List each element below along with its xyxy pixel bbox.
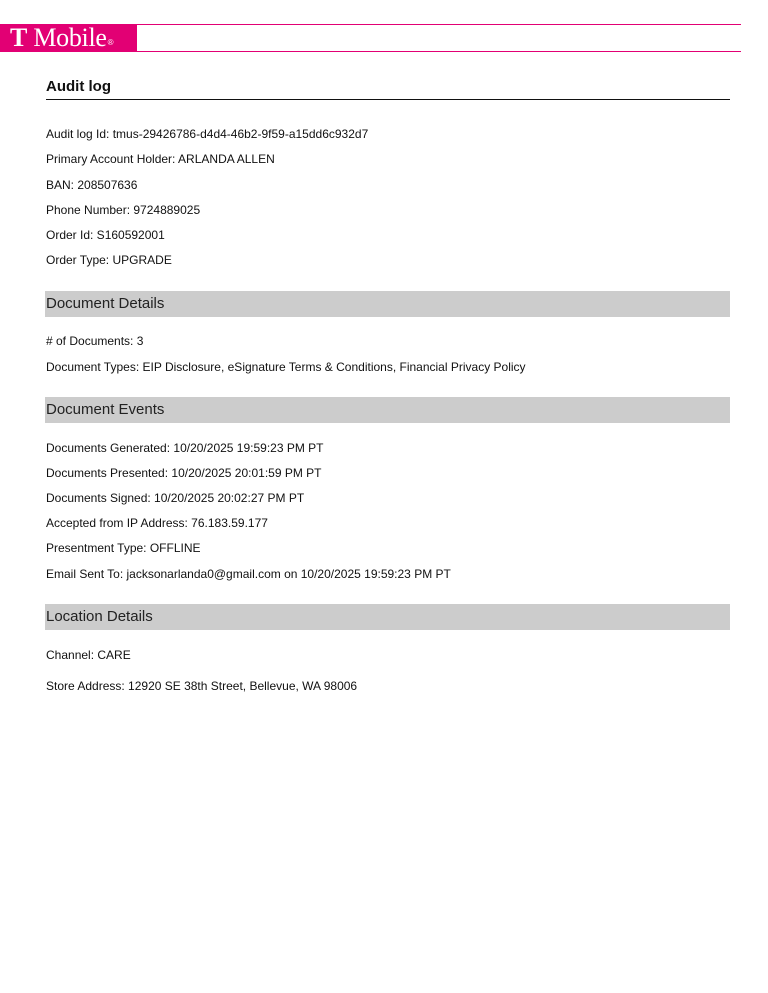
t-mobile-logo [0, 24, 137, 52]
ban: BAN: 208507636 [46, 178, 138, 192]
presentment-type: Presentment Type: OFFLINE [46, 541, 201, 555]
brand-header [0, 24, 741, 52]
order-type: Order Type: UPGRADE [46, 253, 172, 267]
order-id: Order Id: S160592001 [46, 228, 165, 242]
documents-signed: Documents Signed: 10/20/2025 20:02:27 PM PT [46, 491, 305, 505]
section-document-details: Document Details [45, 291, 730, 317]
documents-generated: Documents Generated: 10/20/2025 19:59:23 PM PT [46, 441, 324, 455]
channel: Channel: CARE [46, 648, 131, 662]
logo-word: Mobile [33, 23, 107, 52]
page-title: Audit log [46, 78, 730, 100]
store-address: Store Address: 12920 SE 38th Street, Bellevue, WA 98006 [46, 679, 358, 693]
section-document-events: Document Events [45, 397, 730, 423]
phone-number: Phone Number: 9724889025 [46, 203, 201, 217]
email-sent: Email Sent To: jacksonarlanda0@gmail.com on 10/20/2025 19:59:23 PM PT [46, 567, 451, 581]
primary-account-holder: Primary Account Holder: ARLANDA ALLEN [46, 152, 275, 166]
logo-letter: T [10, 23, 28, 52]
audit-log-id: Audit log Id: tmus-29426786-d4d4-46b2-9f59-a15dd6c932d7 [46, 127, 369, 141]
documents-presented: Documents Presented: 10/20/2025 20:01:59 PM PT [46, 466, 322, 480]
logo-trademark: ® [107, 37, 114, 47]
section-location-details: Location Details [45, 604, 730, 630]
ip-address: Accepted from IP Address: 76.183.59.177 [46, 516, 268, 530]
document-types: Document Types: EIP Disclosure, eSignature Terms & Conditions, Financial Privacy Policy [46, 360, 526, 374]
document-count: # of Documents: 3 [46, 334, 144, 348]
